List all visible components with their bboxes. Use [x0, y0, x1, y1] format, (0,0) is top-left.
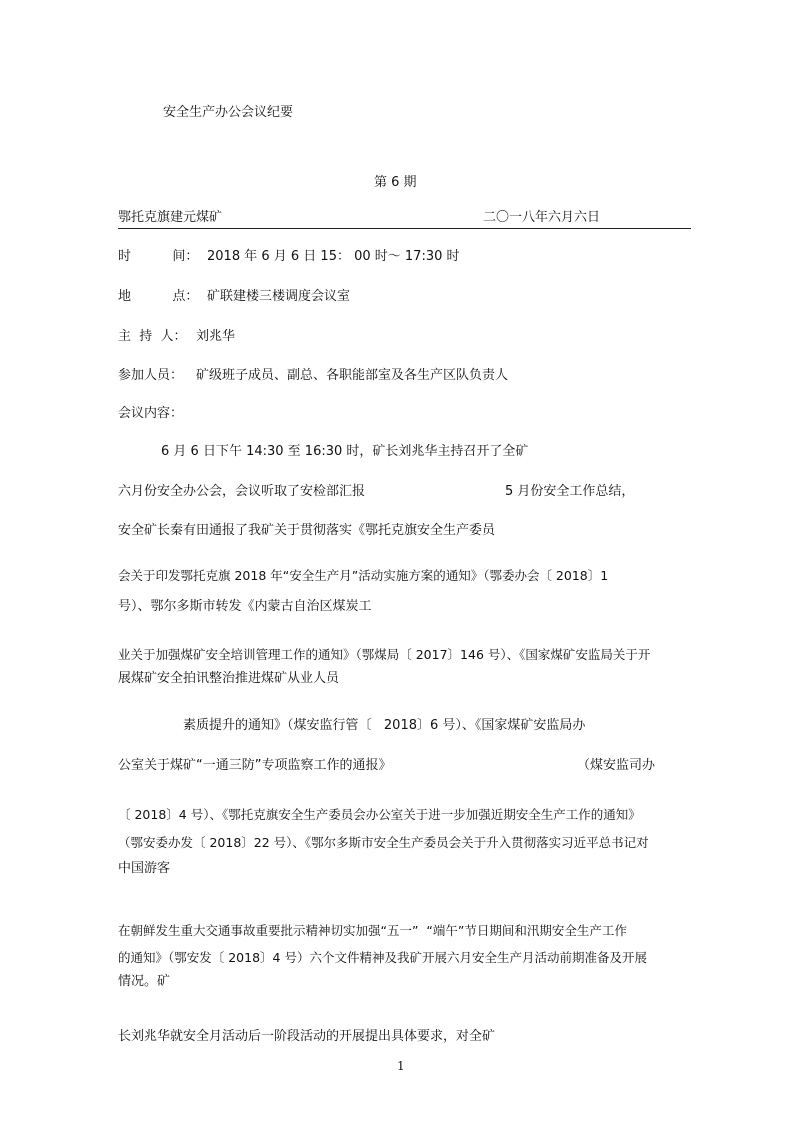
issue-date: 二〇一八年六月六日 [483, 210, 601, 225]
time-value: 2018 年 6 月 6 日 15： 00 时～ 17:30 时 [207, 249, 460, 264]
body-line: 素质提升的通知》（煤安监行管〔 2018〕6 号）、《国家煤矿安监局办 [183, 718, 586, 733]
attendees-label: 参加人员： [118, 368, 184, 383]
body-line: （鄂安委办发〔 2018〕22 号）、《鄂尔多斯市安全生产委员会关于升入贯彻落实习近平总书记对 [118, 835, 649, 850]
header-divider [118, 228, 691, 229]
doc-title: 安全生产办公会议纪要 [163, 105, 294, 120]
place-value: 矿联建楼三楼调度会议室 [207, 289, 351, 304]
body-line: 6 月 6 日下午 14:30 至 16:30 时，矿长刘兆华主持召开了全矿 [161, 444, 529, 459]
place-label: 地 点： [118, 289, 199, 304]
body-line: 〔 2018〕4 号）、《鄂托克旗安全生产委员会办公室关于进一步加强近期安全生产工作的通知》 [118, 807, 641, 822]
issue-number: 第 6 期 [374, 175, 417, 190]
body-line: 的通知》（鄂安发〔 2018〕4 号）六个文件精神及我矿开展六月安全生产月活动前期准备及开展 [118, 950, 647, 965]
org-name: 鄂托克旗建元煤矿 [118, 210, 223, 225]
body-line: 情况。矿 [118, 974, 171, 989]
attendees-value: 矿级班子成员、副总、各职能部室及各生产区队负责人 [196, 368, 509, 383]
body-line: 5 月份安全工作总结， [505, 484, 635, 499]
host-value: 刘兆华 [196, 329, 236, 344]
time-label: 时 间： [118, 249, 199, 264]
body-line: 六月份安全办公会，会议听取了安检部汇报 [118, 484, 366, 499]
body-line: 安全矿长秦有田通报了我矿关于贯彻落实《鄂托克旗安全生产委员 [118, 523, 496, 538]
body-line: 长刘兆华就安全月活动后一阶段活动的开展提出具体要求，对全矿 [118, 1029, 496, 1044]
content-label: 会议内容： [118, 406, 184, 421]
body-line: 会关于印发鄂托克旗 2018 年“安全生产月”活动实施方案的通知》（鄂委办会〔 2018〕1 [118, 568, 609, 583]
body-line: （煤安监司办 [577, 758, 656, 773]
body-line: 展煤矿安全拍讯整治推进煤矿从业人员 [118, 671, 340, 686]
body-line: 业关于加强煤矿安全培训管理工作的通知》（鄂煤局〔 2017〕146 号）、《国家煤矿安监局关于开 [118, 647, 651, 662]
body-line: 公室关于煤矿“一通三防”专项监察工作的通报》 [118, 758, 392, 773]
page-number: 1 [397, 1059, 405, 1073]
body-line: 在朝鲜发生重大交通事故重要批示精神切实加强“五一” “端午”节日期间和汛期安全生产工作 [118, 923, 627, 938]
body-line: 中国游客 [118, 861, 171, 876]
host-label: 主 持 人： [118, 329, 187, 344]
body-line: 号）、鄂尔多斯市转发《内蒙古自治区煤炭工 [118, 599, 372, 614]
